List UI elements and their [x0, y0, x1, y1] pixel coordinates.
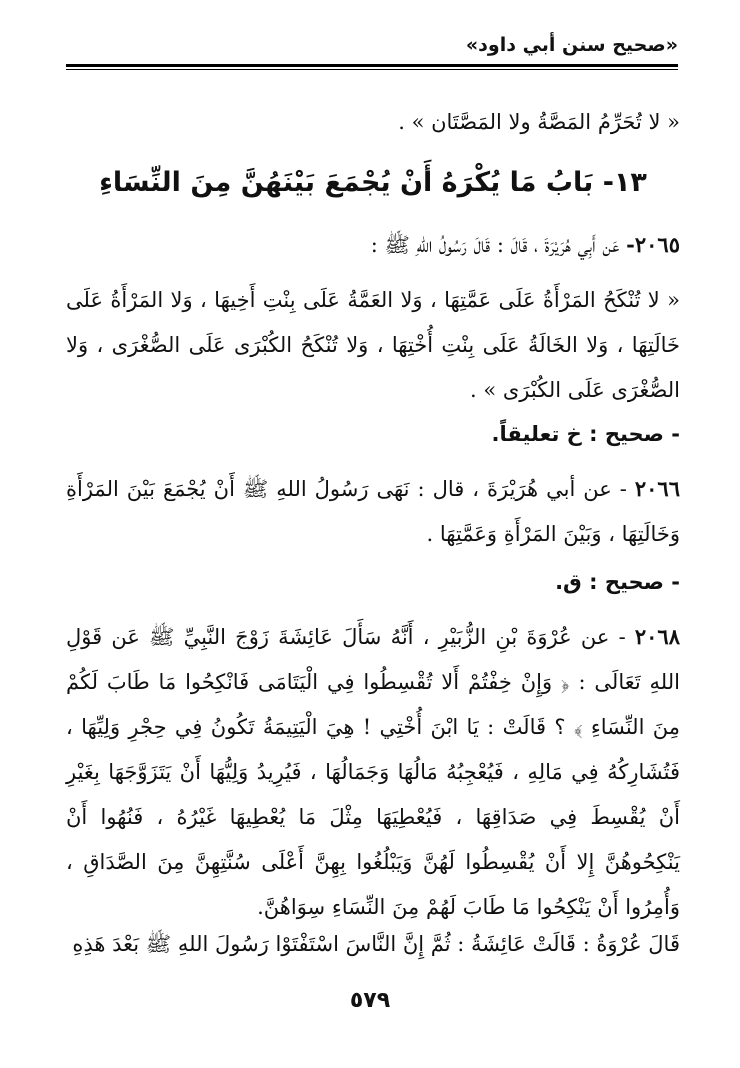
- hadith-2068-number: ٢٠٦٨: [634, 624, 680, 649]
- running-header-title: «صحيح سنن أبي داود»: [465, 34, 678, 56]
- hadith-2065-grade: - صحيح : خ تعليقاً.: [491, 422, 680, 446]
- header-rule-thick: [66, 64, 678, 67]
- chapter-heading: ١٣- بَابُ مَا يُكْرَهُ أَنْ يُجْمَعَ بَيْنَهُنَّ مِنَ النِّسَاءِ: [99, 167, 647, 198]
- hadith-2068: [66, 614, 680, 930]
- hadith-2066: [66, 466, 680, 557]
- hadith-2065-isnad-text: عَن أَبِي هُرَيْرَةَ ، قَالَ : قَالَ رَسُولُ اللهِ ﷺ :: [370, 233, 620, 257]
- opening-quote: « لا تُحَرِّمُ المَصَّةُ ولا المَصَّتَان » .: [398, 110, 680, 134]
- hadith-2066-grade: - صحيح : ق.: [555, 570, 680, 594]
- hadith-2068-text: - عن عُرْوَةَ بْنِ الزُّبَيْرِ ، أَنَّهُ سَأَلَ عَائِشَةَ زَوْجَ النَّبِيِّ ﷺ عَن قَوْلِ اللهِ تَعَالَى : ﴿ وَإِنْ خِفْتُمْ أَلا تُقْسِطُوا فِي الْيَتَامَى فَانْكِحُوا مَا طَابَ لَكُمْ مِنَ النِّسَاءِ ﴾ ؟ قَالَتْ : يَا ابْنَ أُخْتِي ! هِيَ الْيَتِيمَةُ تَكُونُ فِي حِجْرِ وَلِيِّهَا ، فَتُشَارِكُهُ فِي مَالِهِ ، فَيُعْجِبُهُ مَالُهَا وَجَمَالُهَا ، فَيُرِيدُ وَلِيُّهَا أَنْ يَتَزَوَّجَهَا بِغَيْرِ أَنْ يُقْسِطَ فِي صَدَاقِهَا ، فَيُعْطِيَهَا مِثْلَ مَا يُعْطِيهَا غَيْرُهُ ، فَنُهُوا أَنْ يَنْكِحُوهُنَّ إِلا أَنْ يُقْسِطُوا لَهُنَّ وَيَبْلُغُوا بِهِنَّ أَعْلَى سُنَّتِهِنَّ مِنَ الصَّدَاقِ ، وَأُمِرُوا أَنْ يَنْكِحُوا مَا طَابَ لَهُمْ مِنَ النِّسَاءِ سِوَاهُنَّ.: [66, 625, 680, 919]
- page-number: ٥٧٩: [349, 988, 391, 1013]
- hadith-2065-matn: « لا تُنْكَحُ المَرْأَةُ عَلَى عَمَّتِهَا ، وَلا العَمَّةُ عَلَى بِنْتِ أَخِيهَا ، وَلا المَرْأَةُ عَلَى خَالَتِهَا ، وَلا الخَالَةُ عَلَى بِنْتِ أُخْتِهَا ، وَلا تُنْكَحُ الكُبْرَى عَلَى الصُّغْرَى ، وَلا الصُّغْرَى عَلَى الكُبْرَى » .: [66, 288, 680, 402]
- header-rule-thin: [66, 69, 678, 70]
- hadith-2065-number: ٢٠٦٥-: [626, 232, 680, 257]
- hadith-2066-text: - عن أبي هُرَيْرَةَ ، قال : نَهَى رَسُولُ اللهِ ﷺ أَنْ يُجْمَعَ بَيْنَ المَرْأَةِ وَخَالَتِهَا ، وَبَيْنَ المَرْأَةِ وَعَمَّتِهَا .: [66, 477, 680, 546]
- hadith-2065-isnad: [66, 222, 680, 268]
- hadith-2066-number: ٢٠٦٦: [634, 476, 680, 501]
- hadith-2068-continuation: قَالَ عُرْوَةُ : قَالَتْ عَائِشَةُ : ثُمَّ إِنَّ النَّاسَ اسْتَفْتَوْا رَسُولَ اللهِ ﷺ بَعْدَ هَذِهِ: [72, 932, 680, 956]
